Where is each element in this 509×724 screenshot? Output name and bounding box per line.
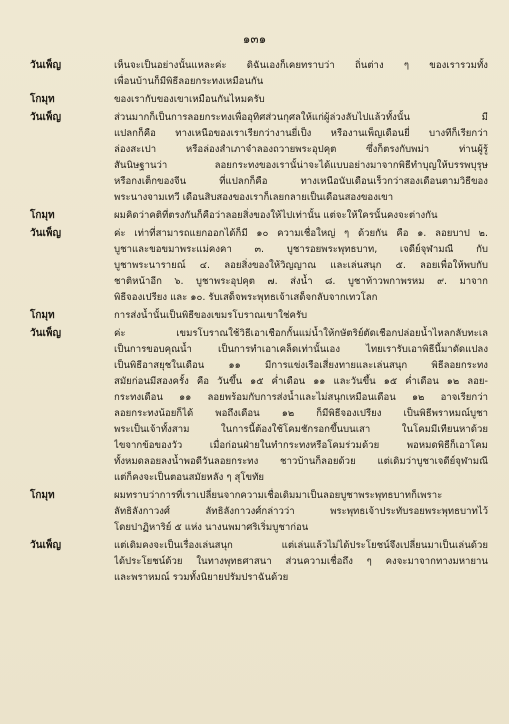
text-line: โดยปาฏิหาริย์ ๕ แห่ง นางนพมาศริเริ่มบูชาก่อน [114, 522, 309, 533]
speaker-name: โกมุท [30, 310, 55, 321]
text-line: ชาติหน้าอีก ๖. บูชาพระอุปคุต ๗. ส่งน้ำ ๘. บูชาท้าวพกาพรหม ๙. มาจาก [114, 276, 488, 287]
speaker-name: วันเพ็ญ [30, 112, 61, 123]
dialogue-entry [30, 538, 488, 586]
text-line: ได้ประโยชน์ด้วย ในทางพุทธศาสนา ส่วนความเชื่อถึง ๆ คงจะมาจากทางมหายาน [114, 556, 488, 567]
dialogue-entries [30, 58, 488, 588]
speaker-name: โกมุท [30, 210, 55, 221]
text-line: ล่องสะเปา หรือล่องสำเภาจำลองถวายพระอุปคุต ซึ่งก็ตรงกับพม่า ท่านผู้รู้ [114, 144, 488, 155]
speech-text [114, 226, 488, 306]
dialogue-entry [30, 488, 488, 536]
dialogue-entry [30, 208, 488, 224]
text-line: ส่วนมากก็เป็นการลอยกระทงเพื่ออุทิศส่วนกุศลให้แก่ผู้ล่วงลับไปแล้วทั้งนั้น มี [114, 112, 488, 123]
speech-text [114, 92, 488, 108]
speaker-name: วันเพ็ญ [30, 328, 61, 339]
text-line: เป็นการขอบคุณน้ำ เป็นการทำเอาเคล็ดเท่านั้นเอง ไทยเรารับเอาพิธีนี้มาดัดแปลง [114, 344, 488, 355]
text-line: กระทงเดือน ๑๑ ลอยพร้อมกับการส่งน้ำและไม่สนุกเหมือนเดือน ๑๒ อาจเรียกว่า [114, 392, 488, 403]
text-line: สันนิษฐานว่า ลอยกระทงของเรานั้น่าจะได้แบบอย่างมาจากพิธีทำบุญให้บรรพบุรุษ [114, 160, 488, 171]
text-line: พระเป็นเจ้าทั้งสาม ในการนี้ต้องใช้โคมชักรอกขึ้นบนเสา ในโคมมีเทียนหาด้วย [114, 424, 488, 435]
text-line: แต่เดิมคงจะเป็นเรื่องเล่นสนุก แต่เล่นแล้วไม่ได้ประโยชน์จึงเปลี่ยนมาเป็นเล่นด้วย [114, 540, 488, 551]
text-line: ลัทธิลังกาวงศ์ ลัทธิลังกาวงศ์กล่าวว่า พระพุทธเจ้าประทับรอยพระพุทธบาทไว้ [114, 506, 488, 517]
text-line: เห็นจะเป็นอย่างนั้นแหละค่ะ ดิฉันเองก็เคยทราบว่า ถิ่นต่าง ๆ ของเรารวมทั้ง [114, 60, 488, 71]
speaker-name: โกมุท [30, 490, 55, 501]
text-line: ค่ะ เท่าที่สามารถแยกออกได้ก็มี ๑๐ ความเชื่อใหญ่ ๆ ด้วยกัน คือ ๑. ลอยบาป ๒. [114, 228, 488, 239]
dialogue-entry [30, 58, 488, 90]
text-line: ผมทราบว่าการที่เราเปลี่ยนจากความเชื่อเดิมมาเป็นลอยบูชาพระพุทธบาทก็เพราะ [114, 490, 443, 501]
page-number: ๑๓๑ [242, 32, 267, 46]
text-line: บูชาพระนารายณ์ ๔. ลอยสิ่งของให้วิญญาณ และเล่นสนุก ๕. ลอยเพื่อให้พบกับ [114, 260, 488, 271]
speech-text [114, 538, 488, 586]
text-line: ทั้งหมดลอยลงน้ำพอดีวันลอยกระทง ชาวบ้านก็ลอยด้วย แต่เดิมว่าบูชาเจดีย์จุฬามณี [114, 456, 488, 467]
dialogue-entry [30, 326, 488, 486]
speaker-name: วันเพ็ญ [30, 228, 61, 239]
text-line: และพราหมณ์ รวมทั้งนิยายปรัมปราฉันด้วย [114, 572, 289, 583]
speech-text [114, 488, 488, 536]
text-line: เป็นพิธีอาสยุชในเดือน ๑๑ มีการแข่งเรือเสี่ยงทายและเล่นสนุก พิธีลอยกระทง [114, 360, 488, 371]
text-line: แปลกก็คือ ทางเหนือของเราเรียกว่างานยี่เป็ง หรืองานเพ็ญเดือนยี่ บางทีก็เรียกว่า [114, 128, 488, 139]
text-line: ผมคิดว่าคติที่ตรงกันก็คือว่าลอยสิ่งของให้ไปเท่านั้น แต่จะให้ใครนั้นคงจะต่างกัน [114, 210, 438, 221]
text-line: ของเรากับของเขาเหมือนกันไหมครับ [114, 94, 265, 105]
dialogue-entry [30, 308, 488, 324]
text-line: ค่ะ เขมรโบราณใช้วิธีเอาเชือกกั้นแม่น้ำให้กษัตริย์ตัดเชือกปล่อยน้ำไหลกลับทะเล [114, 328, 488, 339]
dialogue-entry [30, 92, 488, 108]
text-line: สมัยก่อนมีสองครั้ง คือ วันขึ้น ๑๕ ค่ำเดือน ๑๑ และวันขึ้น ๑๕ ค่ำเดือน ๑๒ ลอย- [114, 376, 488, 387]
speech-text [114, 326, 488, 486]
text-line: เพื่อนบ้านก็มีพิธีลอยกระทงเหมือนกัน [114, 76, 264, 87]
text-line: บูชาและขอขมาพระแม่คงคา ๓. บูชารอยพระพุทธบาท, เจดีย์จุฬามณี กับ [114, 244, 488, 255]
speech-text [114, 58, 488, 90]
speaker-name: วันเพ็ญ [30, 60, 61, 71]
speech-text [114, 208, 488, 224]
dialogue-entry [30, 110, 488, 206]
speaker-name: โกมุท [30, 94, 55, 105]
text-line: พิธีจองเปรียง และ ๑๐. รับเสด็จพระพุทธเจ้าเสด็จกลับจากเทวโลก [114, 292, 378, 303]
text-line: ไขจากข้อของวัว เมื่อก่อนฝ่ายในทำกระทงหรือโคมร่วมด้วย พอหมดพิธีก็เอาโคม [114, 440, 488, 451]
text-line: พระนางจามเทวี เดือนสิบสองของเราก็เลยกลายเป็นเดือนสองของเขา [114, 192, 394, 203]
dialogue-entry [30, 226, 488, 306]
speech-text [114, 110, 488, 206]
speaker-name: วันเพ็ญ [30, 540, 61, 551]
text-line: ลอยกระทงน้อยก็ได้ พอถึงเดือน ๑๒ ก็มีพิธีจองเปรียง เป็นพิธีพราหมณ์บูชา [114, 408, 488, 419]
text-line: การส่งน้ำนั้นเป็นพิธีของเขมรโบราณเขาใช่ครับ [114, 310, 308, 321]
text-line: แต่ก็คงจะเป็นตอนสมัยหลัง ๆ สุโขทัย [114, 472, 265, 483]
speech-text [114, 308, 488, 324]
text-line: หรือกงเต็กของจีน ที่แปลกก็คือ ทางเหนือนับเดือนเร็วกว่าสองเดือนตามวิธีของ [114, 176, 488, 187]
